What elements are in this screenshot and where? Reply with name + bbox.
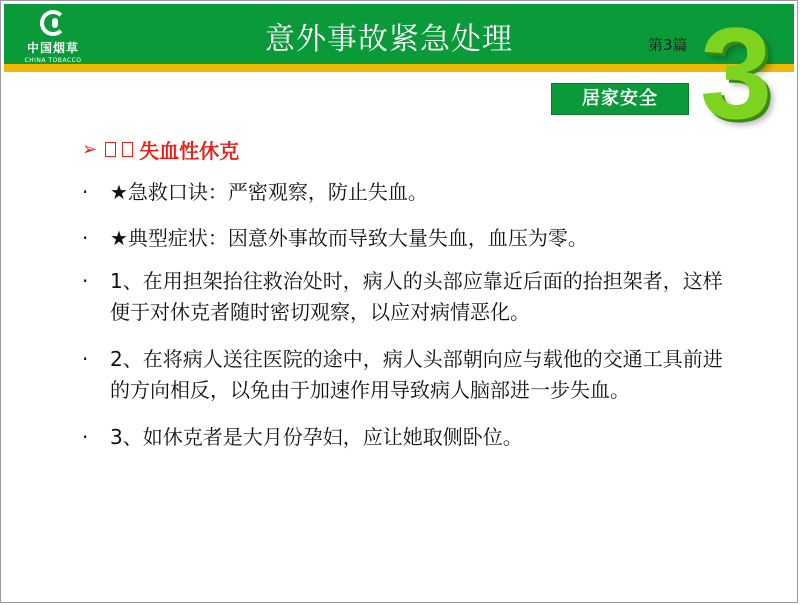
page-title: 意外事故紧急处理: [265, 22, 513, 57]
bullet-dot: ·: [82, 269, 89, 293]
list-item: [82, 177, 742, 208]
list-item: [82, 266, 742, 328]
subheading: [82, 133, 742, 165]
gold-divider: [4, 64, 794, 72]
list-item: [82, 223, 742, 254]
list-item-text: 2、在将病人送往医院的途中，病人头部朝向应与载他的交通工具前进的方向相反，以免由于加速作用导致病人脑部进一步失血。: [110, 347, 723, 402]
subheading-text: 失血性休克: [139, 138, 240, 163]
list-item: [82, 422, 742, 453]
bullet-dot: ·: [82, 347, 89, 371]
content-area: [82, 133, 742, 453]
missing-glyph-icon: [105, 142, 116, 157]
arrow-bullet-icon: ➢: [82, 138, 98, 160]
chapter-label: 第3篇: [648, 36, 688, 54]
list-item-text: ★典型症状：因意外事故而导致大量失血，血压为零。: [110, 226, 588, 250]
bullet-dot: ·: [82, 226, 89, 250]
missing-glyph-icon: [122, 142, 133, 157]
bullet-dot: ·: [82, 180, 89, 204]
list-item-text: ★急救口诀：严密观察，防止失血。: [110, 180, 428, 204]
header-bar: [4, 4, 794, 64]
section-tag: 居家安全: [551, 83, 689, 115]
bullet-dot: ·: [82, 425, 89, 449]
list-item: [82, 344, 742, 406]
logo-cn-text: 中国烟草: [26, 41, 79, 55]
list-item-text: 3、如休克者是大月份孕妇，应让她取侧卧位。: [110, 425, 523, 449]
chapter-number: 3: [700, 0, 773, 146]
logo-en-text: CHINA TOBACCO: [24, 57, 82, 64]
list-item-text: 1、在用担架抬往救治处时，病人的头部应靠近后面的抬担架者，这样便于对休克者随时密切观察，以应对病情恶化。: [110, 269, 723, 324]
